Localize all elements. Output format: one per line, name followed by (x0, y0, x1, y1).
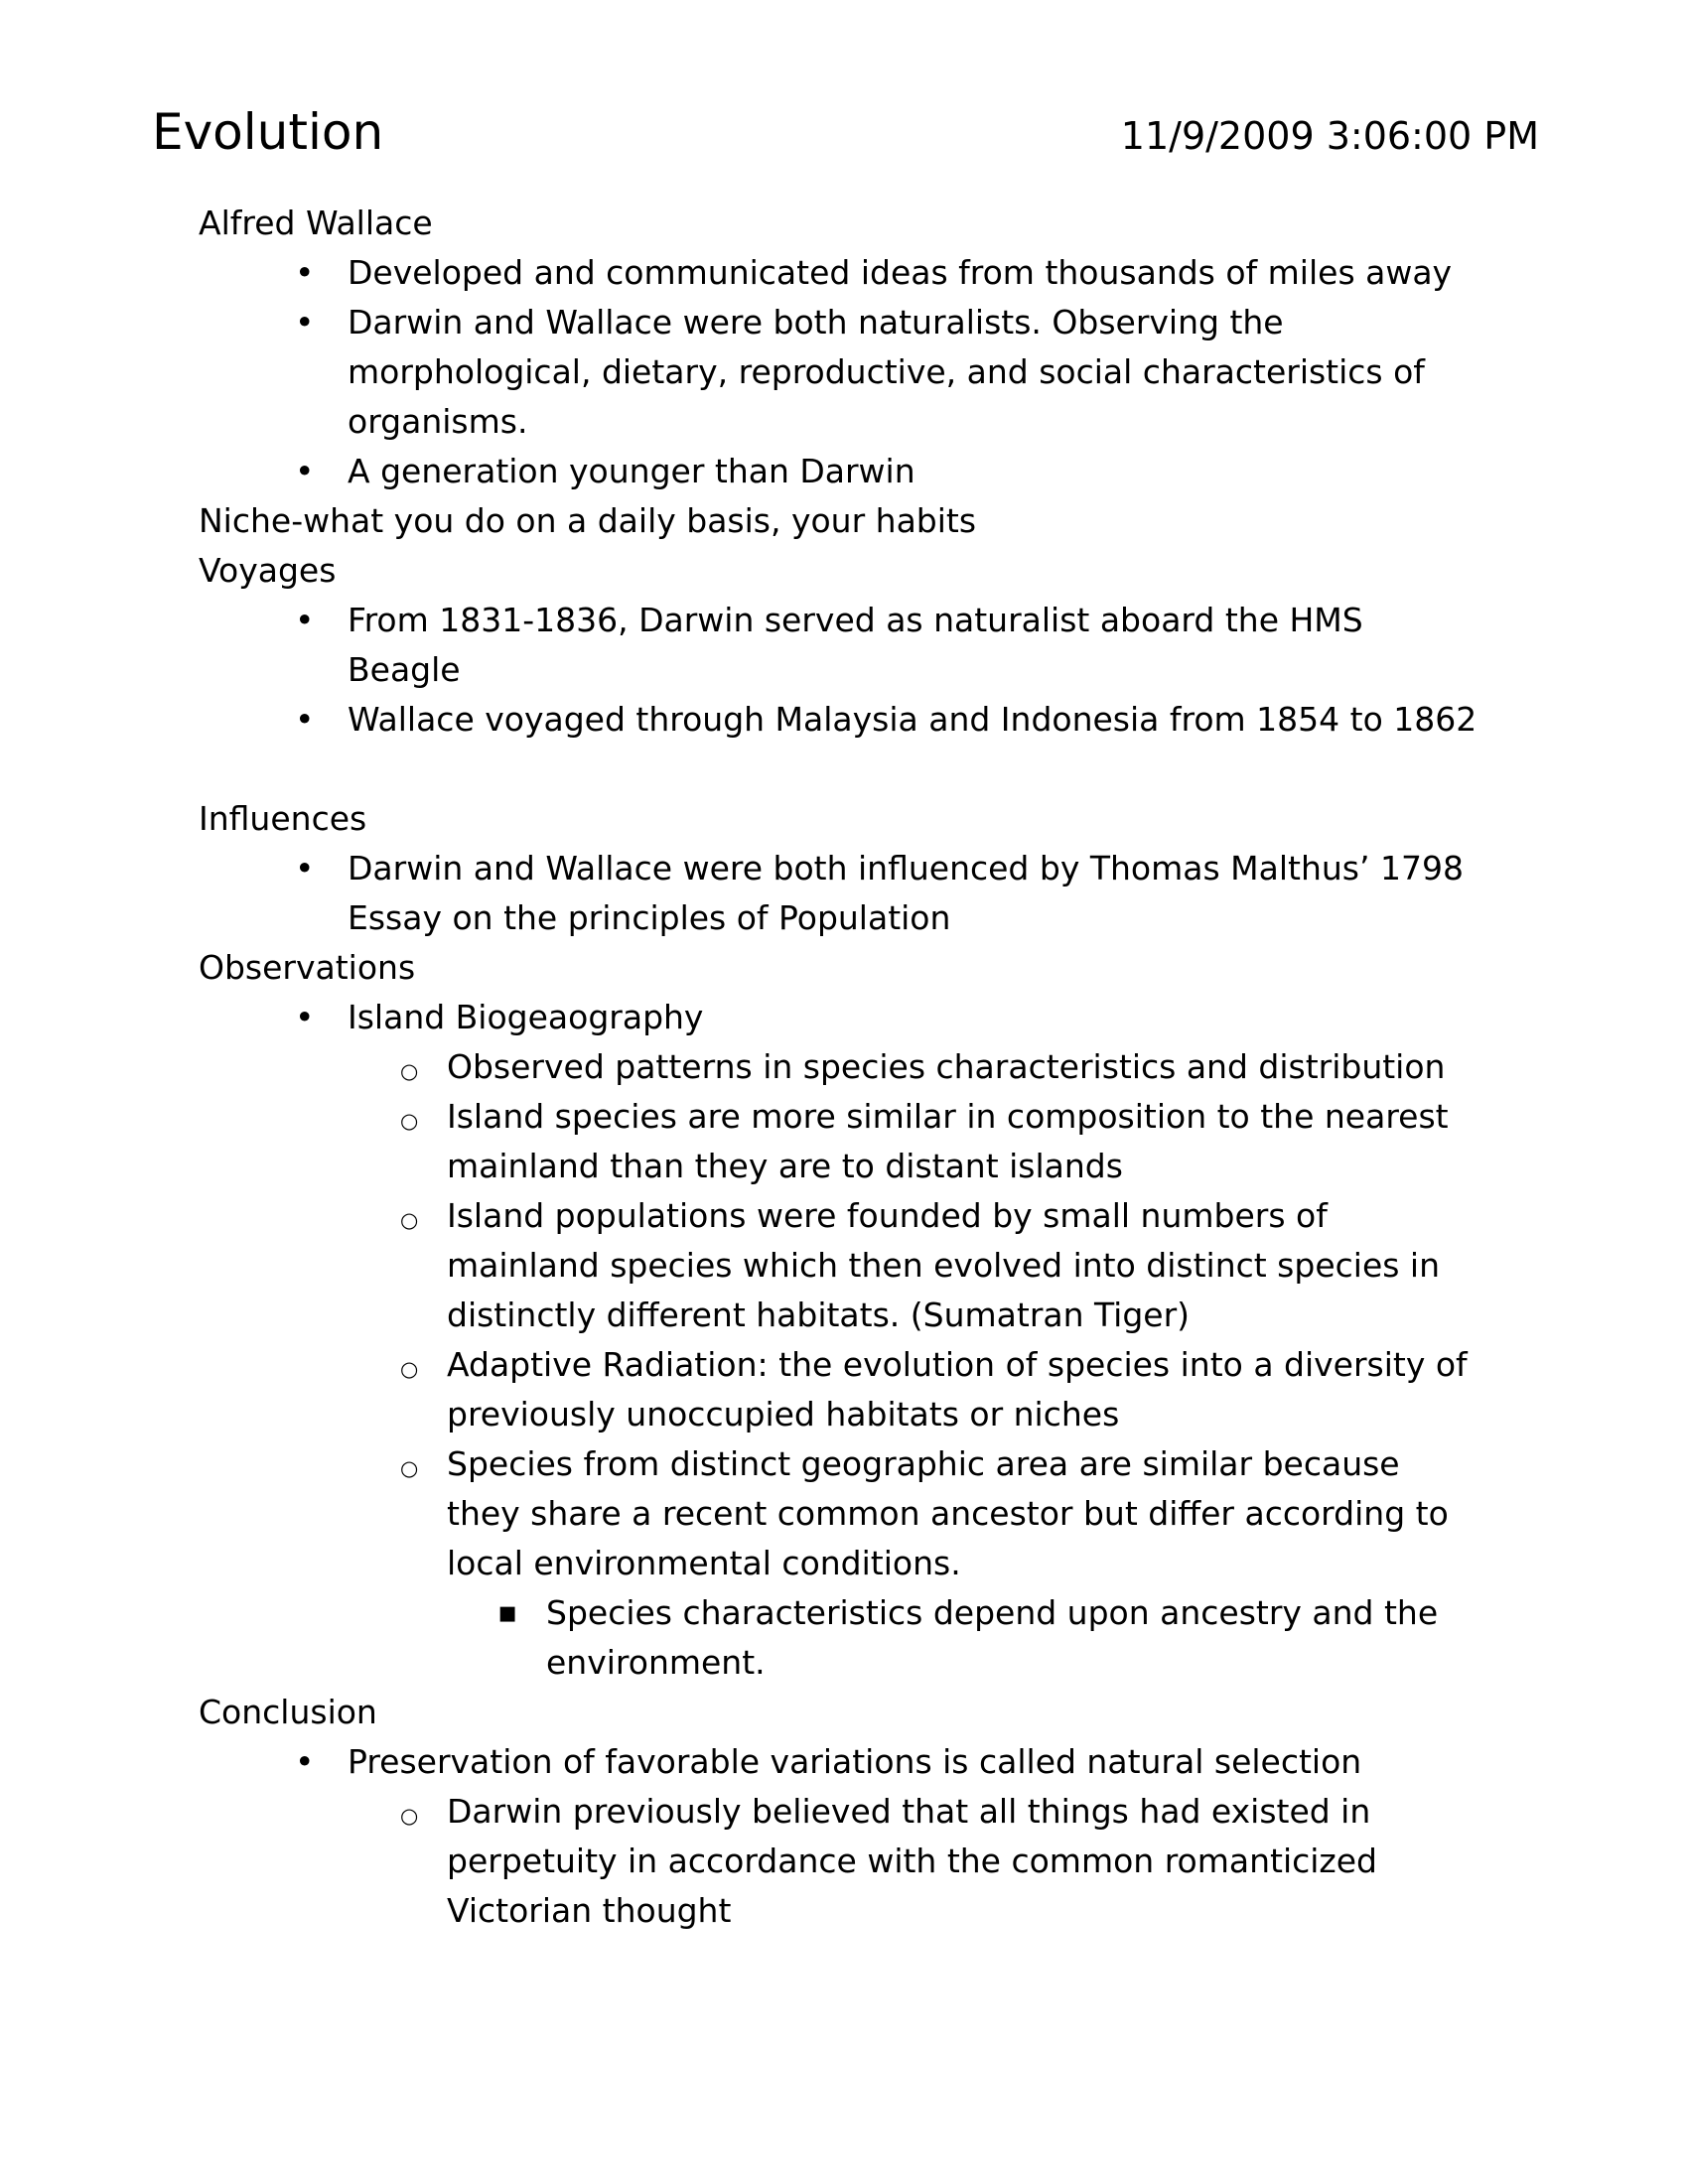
item-text: Observed patterns in species characteristics and distribution (447, 1047, 1446, 1086)
circle-bullet-icon: ○ (400, 1109, 419, 1133)
list-item (199, 993, 1479, 1042)
list-item (199, 298, 1479, 447)
outline-heading (199, 745, 1479, 794)
item-text: A generation younger than Darwin (348, 452, 915, 490)
item-text: Darwin and Wallace were both naturalists. Observing the morphological, dietary, reproductive, and social characteristics of organisms. (348, 303, 1425, 441)
item-text: From 1831-1836, Darwin served as naturalist aboard the HMS Beagle (348, 601, 1363, 689)
item-text: Darwin and Wallace were both influenced by Thomas Malthus’ 1798 Essay on the principles of Population (348, 849, 1464, 937)
disc-bullet-icon: • (295, 998, 315, 1036)
outline-heading (199, 546, 1479, 596)
item-text: Species characteristics depend upon ancestry and the environment. (546, 1593, 1439, 1682)
outline-heading (199, 794, 1479, 844)
circle-bullet-icon: ○ (400, 1804, 419, 1828)
item-text: Alfred Wallace (199, 204, 433, 242)
list-item (199, 596, 1479, 695)
item-text: Wallace voyaged through Malaysia and Indonesia from 1854 to 1862 (348, 700, 1477, 739)
circle-bullet-icon: ○ (400, 1456, 419, 1480)
item-text: Adaptive Radiation: the evolution of species into a diversity of previously unoccupied habitats or niches (447, 1345, 1468, 1433)
item-text: Island Biogeaography (348, 998, 704, 1036)
item-text: Darwin previously believed that all things had existed in perpetuity in accordance with the common romanticized Victorian thought (447, 1792, 1378, 1930)
circle-bullet-icon: ○ (400, 1208, 419, 1232)
item-text: Island populations were founded by small numbers of mainland species which then evolved into distinct species in distinctly different habitats. (Sumatran Tiger) (447, 1196, 1441, 1334)
item-text: Conclusion (199, 1693, 377, 1731)
item-text: Preservation of favorable variations is called natural selection (348, 1742, 1362, 1781)
page-title: Evolution (152, 103, 384, 161)
item-text: Species from distinct geographic area are similar because they share a recent common ancestor but differ according to local environmental conditions. (447, 1444, 1449, 1582)
list-item (199, 695, 1479, 745)
outline-heading (199, 943, 1479, 993)
circle-bullet-icon: ○ (400, 1357, 419, 1381)
document-timestamp: 11/9/2009 3:06:00 PM (1120, 114, 1539, 158)
item-text: Voyages (199, 551, 337, 590)
item-text: Observations (199, 948, 416, 987)
list-item (199, 844, 1479, 943)
disc-bullet-icon: • (295, 601, 315, 639)
disc-bullet-icon: • (295, 849, 315, 887)
item-text: Island species are more similar in composition to the nearest mainland than they are to distant islands (447, 1097, 1449, 1185)
outline-heading (199, 1688, 1479, 1737)
list-item (199, 1787, 1479, 1936)
disc-bullet-icon: • (295, 1742, 315, 1781)
outline-heading (199, 496, 1479, 546)
square-bullet-icon: ▪ (497, 1595, 518, 1630)
disc-bullet-icon: • (295, 303, 315, 341)
list-item (199, 1439, 1479, 1588)
outline-heading (199, 199, 1479, 248)
list-item (199, 248, 1479, 298)
list-item (199, 1340, 1479, 1439)
disc-bullet-icon: • (295, 700, 315, 739)
item-text: Influences (199, 799, 367, 838)
circle-bullet-icon: ○ (400, 1059, 419, 1083)
list-item (199, 1737, 1479, 1787)
document-header (152, 102, 1539, 166)
disc-bullet-icon: • (295, 452, 315, 490)
document-body (199, 199, 1489, 1936)
list-item (199, 1092, 1479, 1191)
list-item (199, 447, 1479, 496)
item-text: Niche-what you do on a daily basis, your habits (199, 501, 977, 540)
list-item (199, 1588, 1479, 1688)
list-item (199, 1191, 1479, 1340)
list-item (199, 1042, 1479, 1092)
disc-bullet-icon: • (295, 253, 315, 292)
item-text: Developed and communicated ideas from thousands of miles away (348, 253, 1453, 292)
